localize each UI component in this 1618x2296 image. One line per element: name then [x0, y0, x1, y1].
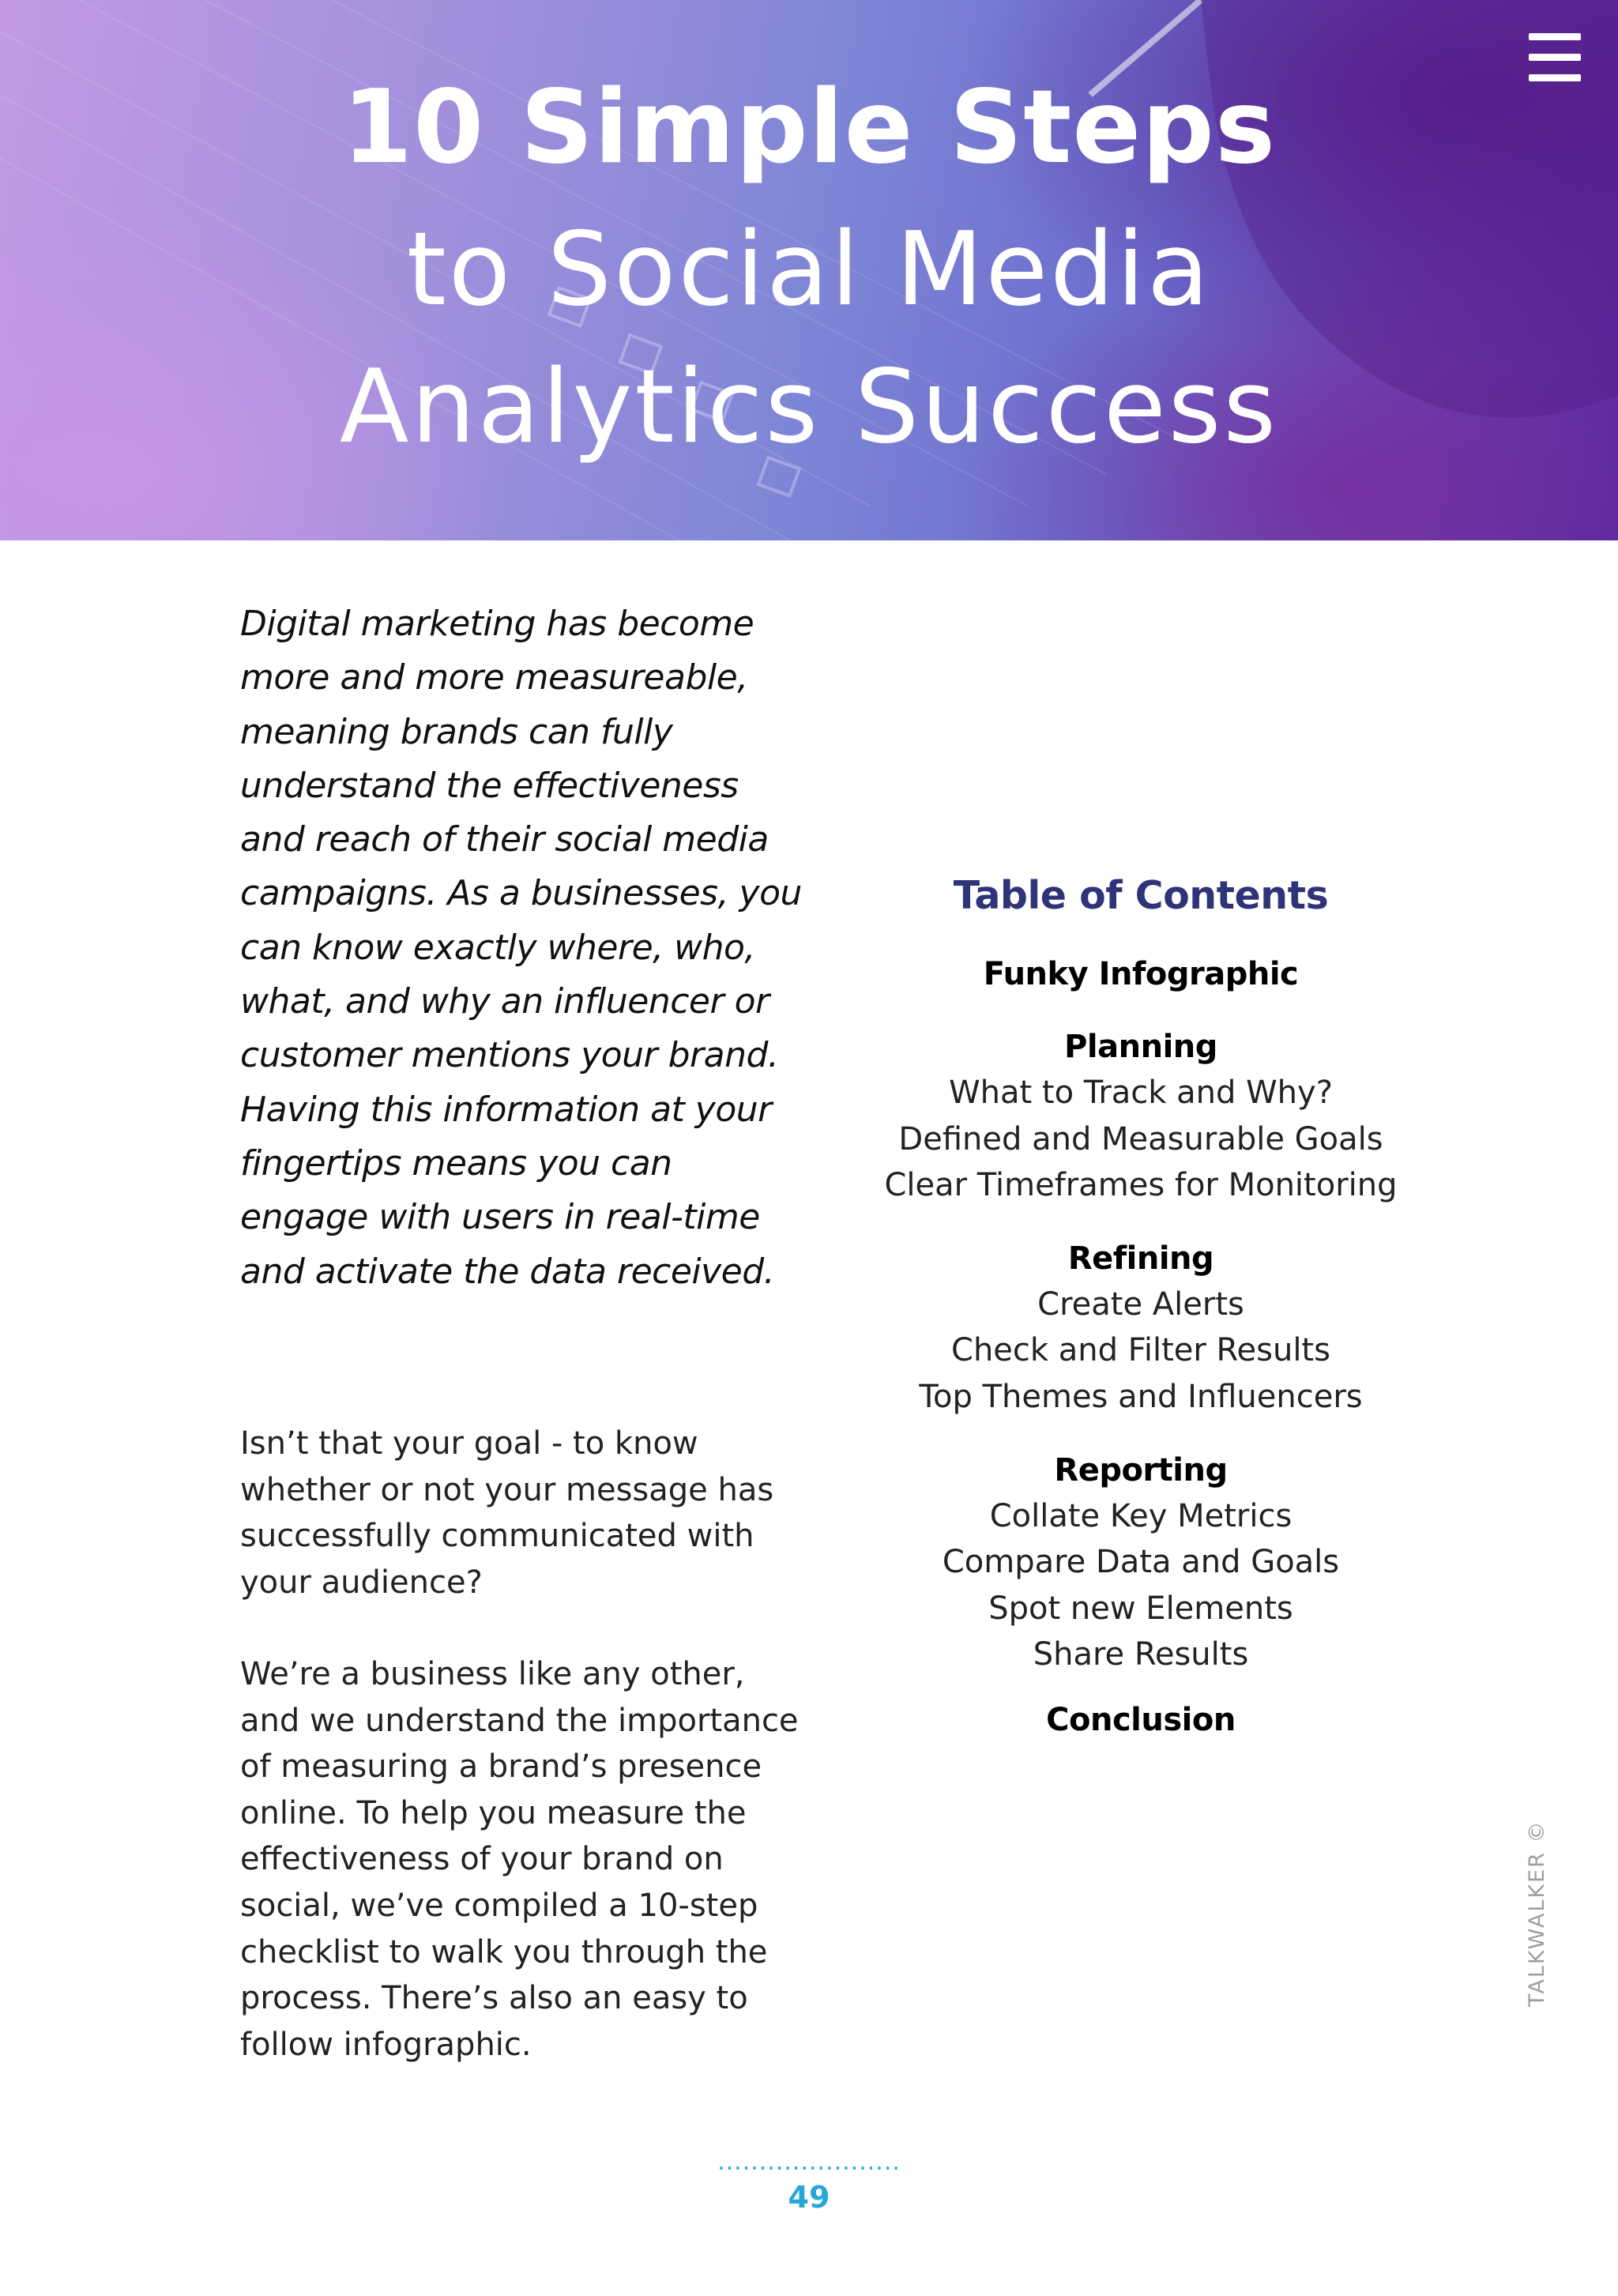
- toc-item-create-alerts[interactable]: Create Alerts: [1037, 1285, 1244, 1323]
- body-paragraph-2: We’re a business like any other, and we understand the importance of measuring a brand’s presence online. To help you measure the effectiveness of your brand on social, we’ve compiled a 10-step checklist to walk you through the process. There’s also an easy to follow infographic.: [240, 1656, 799, 2063]
- hero-title-line1: 10 Simple Steps: [342, 69, 1276, 186]
- toc-item-compare-data[interactable]: Compare Data and Goals: [942, 1544, 1340, 1581]
- toc-item-top-themes[interactable]: Top Themes and Influencers: [919, 1378, 1363, 1415]
- toc-item-share-results[interactable]: Share Results: [1033, 1636, 1249, 1673]
- table-of-contents: [872, 868, 1409, 1743]
- hero-banner: [0, 0, 1618, 540]
- toc-heading-reporting[interactable]: Reporting: [1054, 1451, 1228, 1489]
- menu-bar-top: [1529, 33, 1581, 40]
- menu-bar-middle: [1529, 54, 1581, 61]
- page-number-divider: ......................: [717, 2148, 901, 2176]
- intro-paragraph: Digital marketing has become more and more measureable, meaning brands can fully understand the effectiveness and reach of their social media campaigns. As a businesses, you can know exactly where, who, what, and why an influencer or customer mentions your brand. Having this information at your fingertips means you can engage with users in real-time and activate the data received.: [240, 604, 802, 1292]
- toc-heading-planning[interactable]: Planning: [1064, 1029, 1217, 1065]
- toc-item-collate-metrics[interactable]: Collate Key Metrics: [989, 1497, 1293, 1534]
- toc-item-conclusion[interactable]: Conclusion: [1046, 1701, 1236, 1738]
- toc-item-check-filter[interactable]: Check and Filter Results: [951, 1332, 1330, 1369]
- body-paragraph-1: Isn’t that your goal - to know whether or not your message has successfully communicated with your audience?: [240, 1425, 774, 1601]
- hero-title-line2: to Social Media: [406, 211, 1212, 329]
- toc-title: Table of Contents: [953, 873, 1329, 918]
- toc-item-what-to-track[interactable]: What to Track and Why?: [949, 1075, 1333, 1111]
- hero-title-line3: Analytics Success: [339, 348, 1279, 466]
- toc-heading-refining[interactable]: Refining: [1067, 1240, 1214, 1277]
- copyright-credit-text: TALKWALKER ©: [1525, 1820, 1549, 2007]
- toc-item-spot-elements[interactable]: Spot new Elements: [988, 1590, 1293, 1627]
- toc-item-clear-timeframes[interactable]: Clear Timeframes for Monitoring: [884, 1167, 1398, 1204]
- hamburger-menu-icon[interactable]: [1529, 33, 1581, 82]
- toc-item-funky-infographic[interactable]: Funky Infographic: [983, 956, 1299, 992]
- toc-item-defined-goals[interactable]: Defined and Measurable Goals: [898, 1120, 1383, 1157]
- page-number: 49: [788, 2180, 830, 2215]
- menu-bar-bottom: [1529, 74, 1581, 81]
